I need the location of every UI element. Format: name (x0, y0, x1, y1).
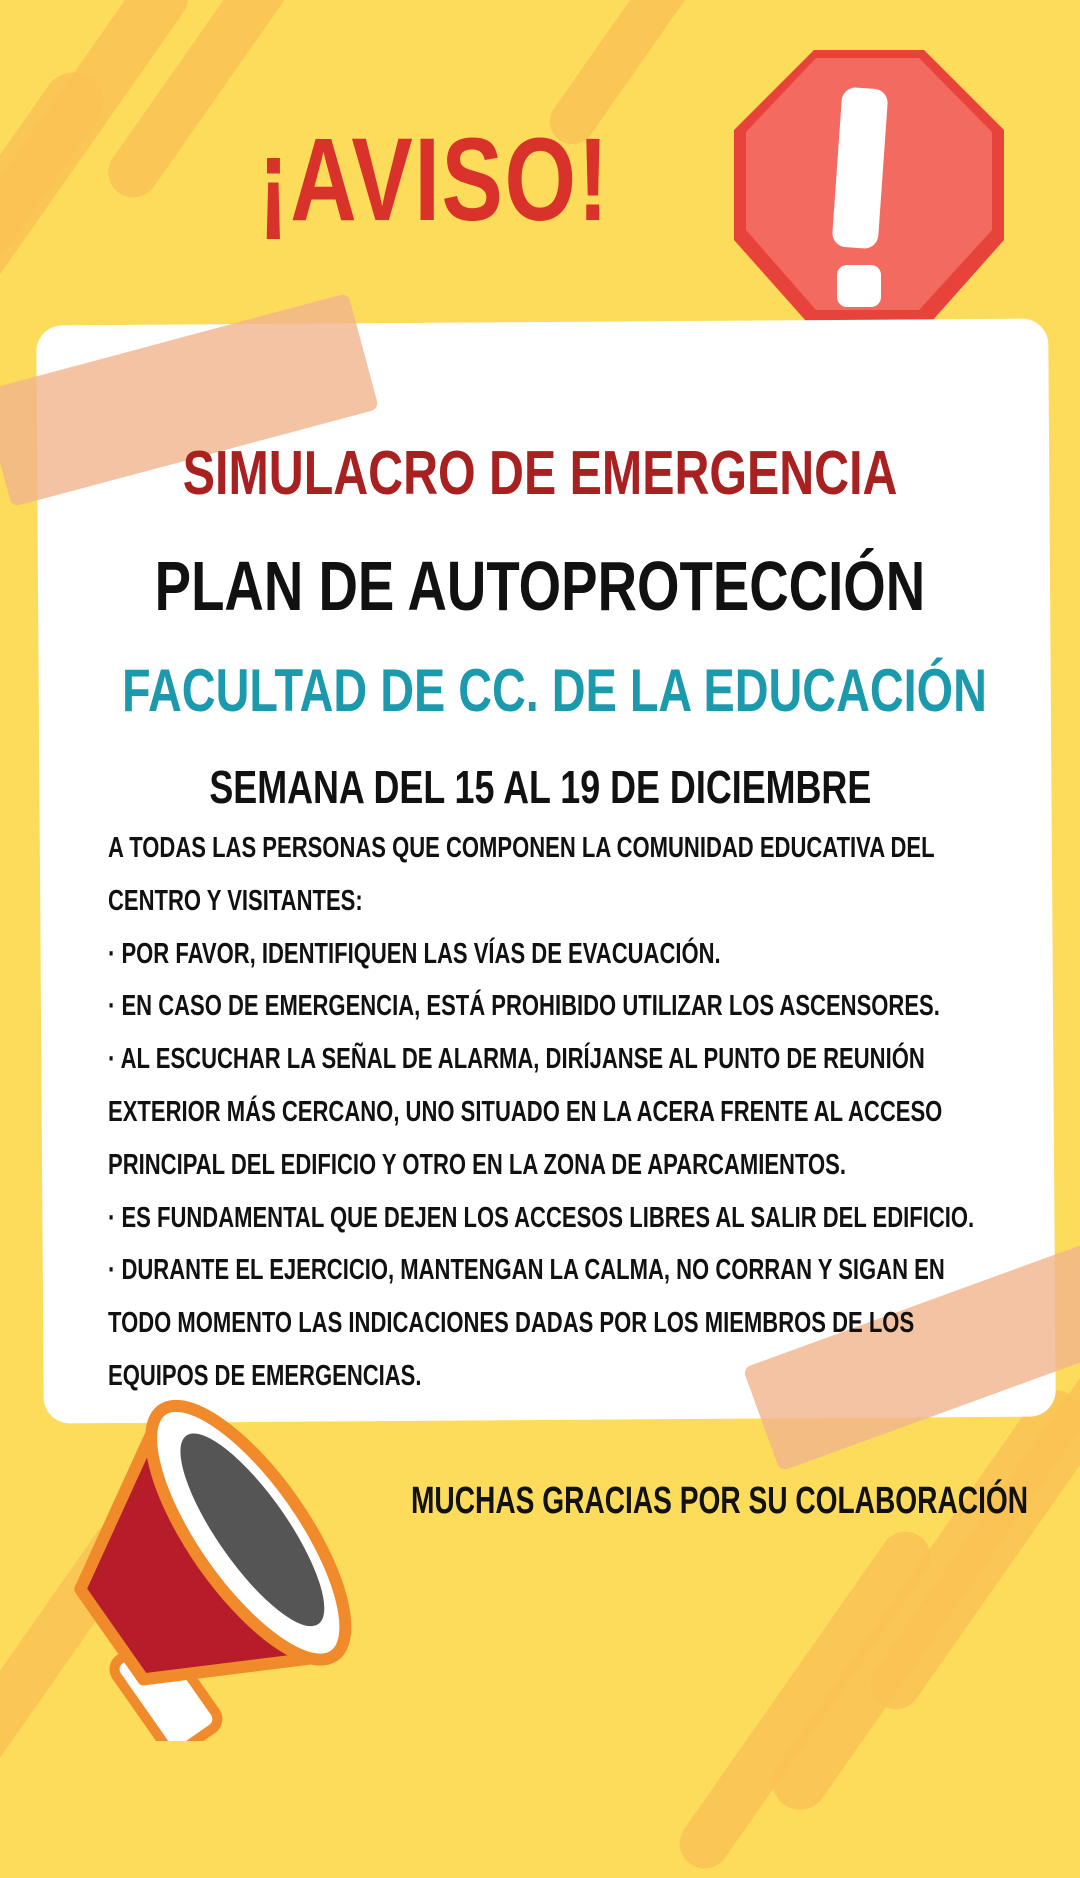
body-line: TODO MOMENTO LAS INDICACIONES DADAS POR LOS MIEMBROS DE LOS (108, 1307, 915, 1340)
event-title: SIMULACRO DE EMERGENCIA (182, 439, 898, 508)
body-line: · EN CASO DE EMERGENCIA, ESTÁ PROHIBIDO UTILIZAR LOS ASCENSORES. (108, 990, 940, 1023)
body-line: · DURANTE EL EJERCICIO, MANTENGAN LA CALMA, NO CORRAN Y SIGAN EN (108, 1254, 945, 1287)
megaphone-icon (30, 1400, 360, 1741)
body-line: CENTRO Y VISITANTES: (108, 884, 363, 917)
body-line: · AL ESCUCHAR LA SEÑAL DE ALARMA, DIRÍJANSE AL PUNTO DE REUNIÓN (108, 1043, 925, 1076)
thanks-message: MUCHAS GRACIAS POR SU COLABORACIÓN (411, 1480, 1029, 1522)
week-title: SEMANA DEL 15 AL 19 DE DICIEMBRE (209, 761, 871, 813)
body-line: · POR FAVOR, IDENTIFIQUEN LAS VÍAS DE EVACUACIÓN. (108, 937, 721, 970)
body-line: A TODAS LAS PERSONAS QUE COMPONEN LA COMUNIDAD EDUCATIVA DEL (108, 832, 935, 864)
body-line: EXTERIOR MÁS CERCANO, UNO SITUADO EN LA ACERA FRENTE AL ACCESO (108, 1095, 943, 1128)
warning-stop-sign-icon (724, 40, 1014, 340)
body-line: PRINCIPAL DEL EDIFICIO Y OTRO EN LA ZONA DE APARCAMIENTOS. (108, 1148, 846, 1181)
notice-body (108, 830, 1080, 1411)
body-line: EQUIPOS DE EMERGENCIAS. (108, 1359, 422, 1392)
notice-title: ¡AVISO! (258, 114, 610, 246)
body-line: · ES FUNDAMENTAL QUE DEJEN LOS ACCESOS LIBRES AL SALIR DEL EDIFICIO. (108, 1201, 975, 1234)
faculty-title: FACULTAD DE CC. DE LA EDUCACIÓN (121, 657, 987, 724)
plan-title: PLAN DE AUTOPROTECCIÓN (154, 547, 926, 625)
